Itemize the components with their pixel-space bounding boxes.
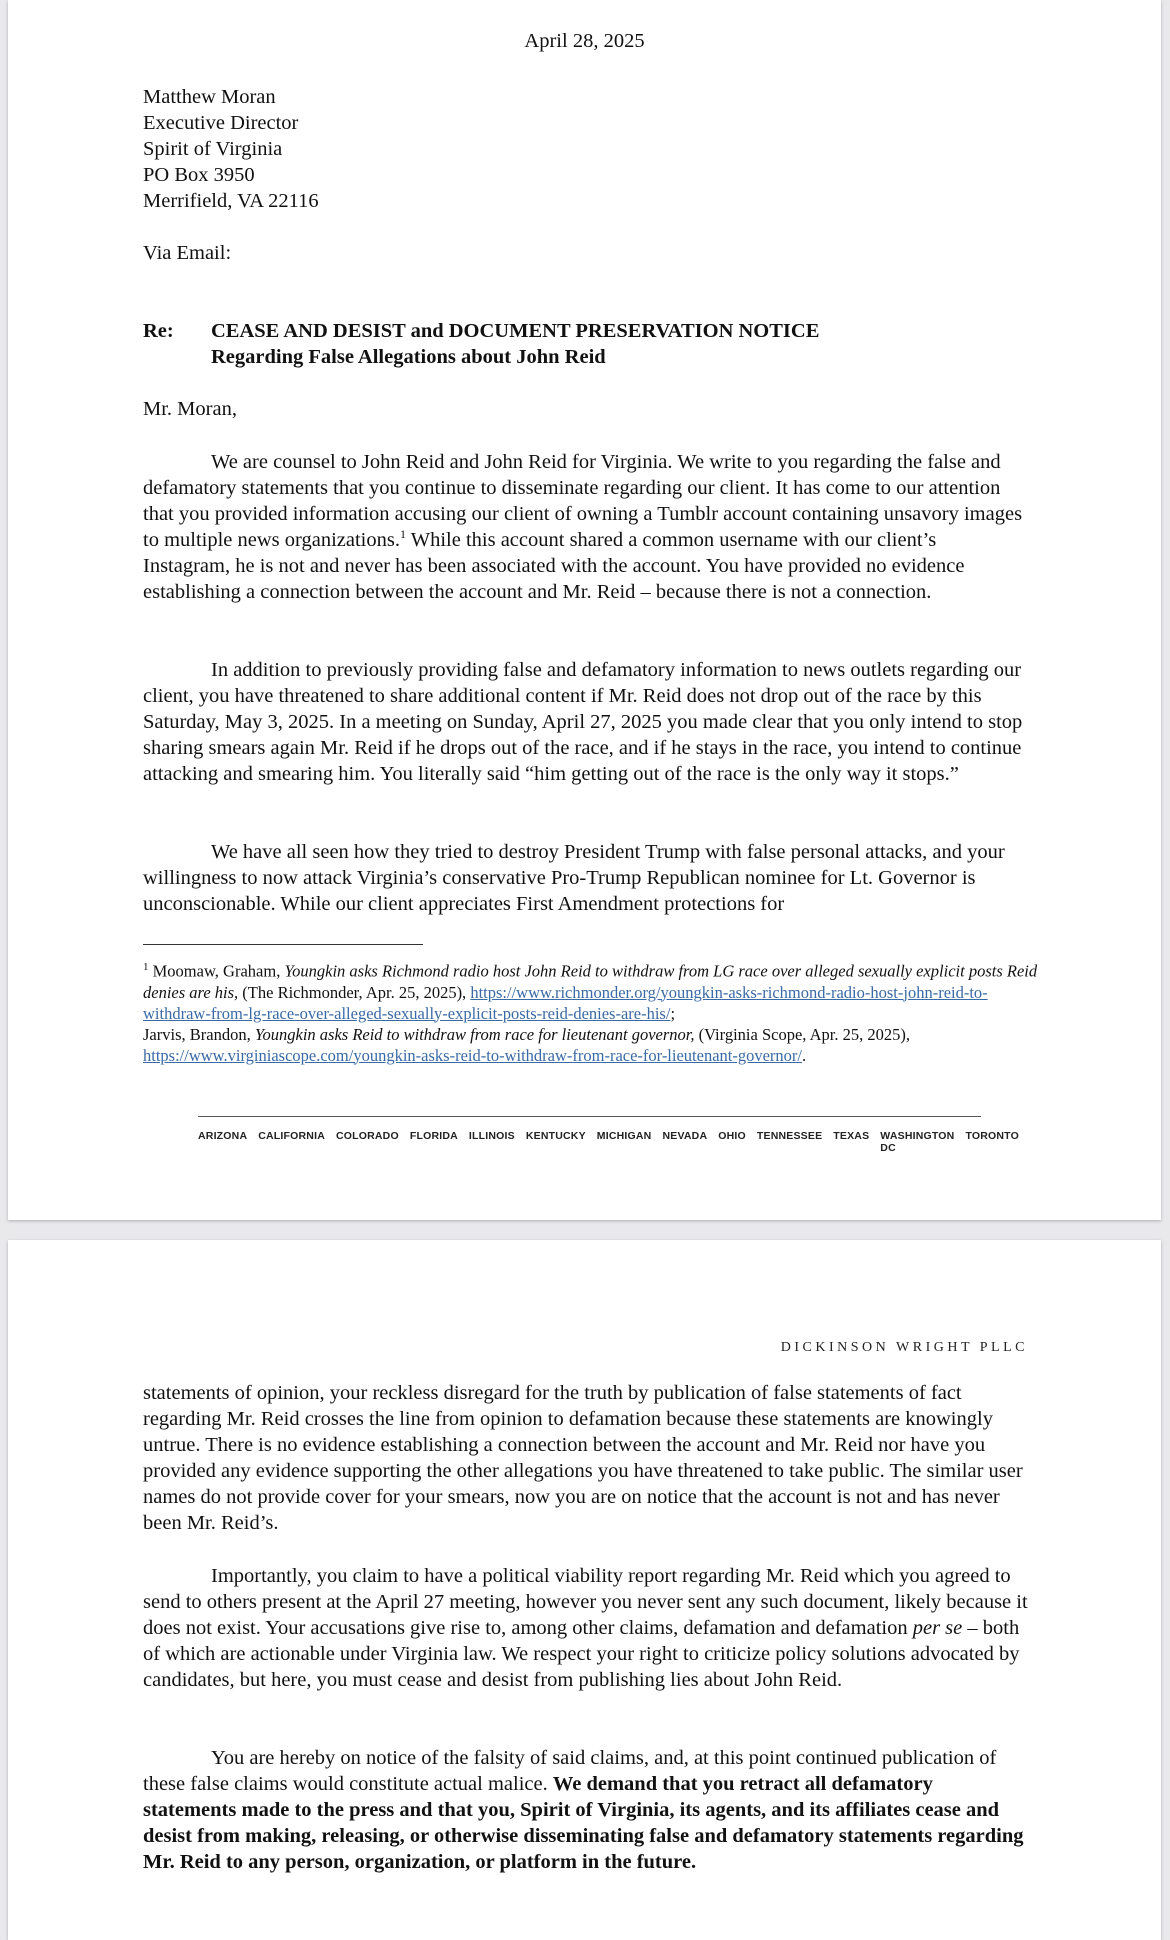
- re-line-1: CEASE AND DESIST and DOCUMENT PRESERVATION NOTICE: [211, 320, 820, 342]
- paragraph-6-text: You are hereby on notice of the falsity of said claims, and, at this point continued publication of these false claims would constitute actual malice.: [143, 1747, 997, 1795]
- footnote-1: [143, 957, 1038, 1066]
- footnote-title-2: Youngkin asks Reid to withdraw from race for lieutenant governor,: [254, 1024, 695, 1044]
- office-location: TORONTO: [965, 1130, 1019, 1142]
- firm-header: DICKINSON WRIGHT PLLC: [780, 1340, 1028, 1355]
- office-location: OHIO: [718, 1130, 746, 1142]
- office-location: TEXAS: [833, 1130, 870, 1142]
- paragraph-5-text-b: – both of which are actionable under Virginia law. We respect your right to criticize policy solutions advocated by candidates, but here, you must cease and desist from publishing lies about John Reid.: [143, 1617, 1020, 1691]
- address-line: PO Box 3950: [143, 164, 255, 186]
- address-line: Executive Director: [143, 112, 299, 134]
- footnote-author-2: Jarvis, Brandon,: [143, 1024, 255, 1044]
- address-line: Matthew Moran: [143, 86, 276, 108]
- paragraph-6: [143, 1745, 1028, 1875]
- footnote-source-1: (The Richmonder, Apr. 25, 2025),: [238, 982, 471, 1002]
- office-location: ILLINOIS: [468, 1130, 515, 1142]
- office-location: COLORADO: [335, 1130, 399, 1142]
- address-line: Spirit of Virginia: [143, 138, 283, 160]
- office-location: NEVADA: [662, 1130, 708, 1142]
- salutation: Mr. Moran,: [143, 398, 237, 420]
- footnote-punct: .: [802, 1045, 807, 1065]
- paragraph-1-text-b: While this account shared a common username with our client’s Instagram, he is not and never has been associated with the account. You have provided no evidence establishing a connection between the account and Mr. Reid – because there is not a connection.: [143, 529, 965, 603]
- re-label: Re:: [143, 320, 174, 342]
- recipient-address: [143, 84, 1028, 214]
- footnote-link-2[interactable]: https://www.virginiascope.com/youngkin-asks-reid-to-withdraw-from-race-for-lieutenant-governor/: [143, 1045, 803, 1065]
- paragraph-2: [143, 657, 1028, 787]
- paragraph-2-text: In addition to previously providing false and defamatory information to news outlets regarding our client, you have threatened to share additional content if Mr. Reid does not drop out of the race by this Saturday, May 3, 2025. In a meeting on Sunday, April 27, 2025 you made clear that you only intend to stop sharing smears again Mr. Reid if he drops out of the race, and if he stays in the race, you intend to continue attacking and smearing him. You literally said “him getting out of the race is the only way it stops.”: [143, 659, 1023, 785]
- paragraph-3-text: We have all seen how they tried to destroy President Trump with false personal attacks, and your willingness to now attack Virginia’s conservative Pro-Trump Republican nominee for Lt. Governor is unconscionable. While our client appreciates First Amendment protections for: [143, 841, 1005, 915]
- office-location: CALIFORNIA: [258, 1130, 325, 1142]
- footnote-link-1[interactable]: https://www.richmonder.org/youngkin-asks-richmond-radio-host-john-reid-to-withdraw-from-lg-race-over-alleged-sexually-explicit-posts-reid-denies-are-his/: [143, 982, 988, 1023]
- footnote-punct: ;: [670, 1003, 676, 1023]
- paragraph-5-italic: per se: [912, 1617, 963, 1639]
- footnote-number: 1: [143, 961, 149, 973]
- paragraph-6-demand: We demand that you retract all defamatory statements made to the press and that you, Spirit of Virginia, its agents, and its affiliates cease and desist from making, releasing, or otherwise disseminating false and defamatory statements regarding Mr. Reid to any person, organization, or platform in the future.: [143, 1773, 1024, 1873]
- letter-page-2: [8, 1240, 1161, 1940]
- footnote-divider: [143, 944, 423, 945]
- paragraph-4: [143, 1380, 1028, 1536]
- footnote-source-2: (Virginia Scope, Apr. 25, 2025),: [694, 1024, 910, 1044]
- office-location: TENNESSEE: [756, 1130, 823, 1142]
- office-locations: [198, 1130, 1019, 1154]
- re-subject: [143, 318, 1028, 370]
- address-line: Merrifield, VA 22116: [143, 190, 319, 212]
- office-location: FLORIDA: [409, 1130, 458, 1142]
- paragraph-5-text-a: Importantly, you claim to have a political viability report regarding Mr. Reid which you agreed to send to others present at the April 27 meeting, however you never sent any such document, likely because it does not exist. Your accusations give rise to, among other claims, defamation and defamation: [143, 1565, 1028, 1639]
- via-email: Via Email:: [143, 242, 232, 264]
- office-location: KENTUCKY: [525, 1130, 586, 1142]
- office-divider: [198, 1116, 981, 1117]
- footnote-author-1: Moomaw, Graham,: [148, 961, 285, 981]
- paragraph-5: [143, 1563, 1028, 1693]
- paragraph-3: [143, 839, 1028, 917]
- paragraph-1-text-a: We are counsel to John Reid and John Reid for Virginia. We write to you regarding the false and defamatory statements that you continue to disseminate regarding our client. It has come to our attention that you provided information accusing our client of owning a Tumblr account containing unsavory images to multiple news organizations.: [143, 451, 1023, 551]
- letter-page-1: [8, 0, 1161, 1220]
- paragraph-4-text: statements of opinion, your reckless disregard for the truth by publication of false statements of fact regarding Mr. Reid crosses the line from opinion to defamation because these statements are knowingly untrue. There is no evidence establishing a connection between the account and Mr. Reid nor have you provided any evidence supporting the other allegations you have threatened to take public. The similar user names do not provide cover for your smears, now you are on notice that the account is not and has never been Mr. Reid’s.: [143, 1382, 1023, 1534]
- office-location: ARIZONA: [198, 1130, 248, 1142]
- paragraph-1: [143, 449, 1028, 605]
- letter-date: April 28, 2025: [524, 30, 645, 52]
- office-location: WASHINGTON DC: [880, 1130, 955, 1154]
- re-line-2: Regarding False Allegations about John Reid: [211, 346, 606, 368]
- footnote-ref: 1: [399, 527, 406, 542]
- office-location: MICHIGAN: [596, 1130, 652, 1142]
- footnote-title-1: Youngkin asks Richmond radio host John Reid to withdraw from LG race over alleged sexually explicit posts Reid denies are his,: [143, 961, 1038, 1002]
